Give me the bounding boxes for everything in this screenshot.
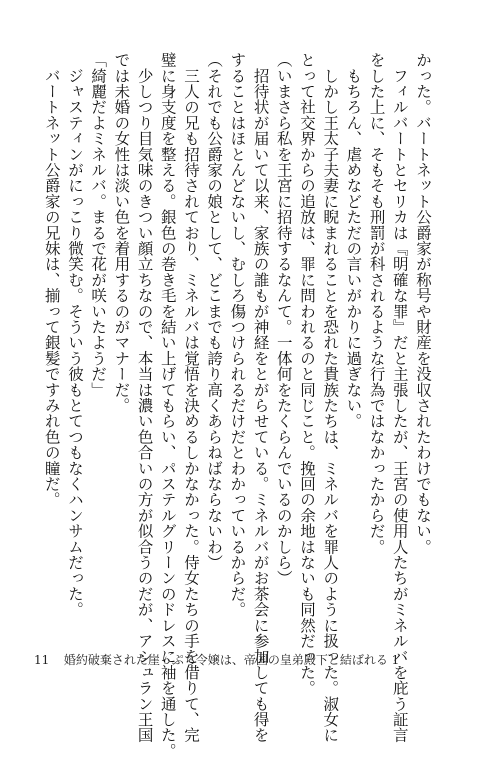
text-line: 三人の兄も招待されており、ミネルバは覚悟を決めるしかなかった。侍女たちの手を借りて、完 [181, 52, 200, 743]
text-line: しかし王太子夫妻に睨まれることを恐れた貴族たちは、ミネルバを罪人のように扱った。淑女に [321, 52, 340, 743]
text-line: （いまさら私を王宮に招待するなんて。一体何をたくらんでいるのかしら） [274, 52, 293, 586]
text-line: フィルバートとセリカは『明確な罪』だと主張したが、王宮の使用人たちがミネルバを庇う証言 [390, 52, 409, 743]
page-footer [34, 651, 399, 668]
text-line: 「綺麗だよミネルバ。まるで花が咲いたようだ」 [89, 52, 108, 398]
book-title: 婚約破棄された崖っぷち令嬢は、帝国の皇弟殿下と結ばれる 1 [63, 653, 400, 667]
text-line: では未婚の女性は淡い色を着用するのがマナーだ。 [112, 52, 131, 414]
text-line: とって社交界からの追放は、罪に問われるのと同じこと。挽回の余地はないも同然だった。 [297, 52, 316, 696]
text-line: もちろん、虐めなどただの言いがかりに過ぎない。 [344, 52, 363, 429]
text-line: をした上に、そもそも刑罰が科されるような行為ではなかったからだ。 [367, 52, 386, 555]
text-line: バートネット公爵家の兄妹は、揃って銀髪ですみれ色の瞳だ。 [42, 52, 61, 508]
text-line: 璧に身支度を整える。銀色の巻き毛を結い上げてもらい、パステルグリーンのドレスに袖を通した。 [158, 52, 177, 759]
text-line: することはほとんどないし、むしろ傷つけられるだけだとわかっているからだ。 [228, 52, 247, 618]
text-line: 少しつり目気味のきつい顔立ちなので、本当は濃い色合いの方が似合うのだが、アシュラン王国 [135, 52, 154, 743]
text-line: （それでも公爵家の娘として、どこまでも誇り高くあらねばならないわ） [205, 52, 224, 571]
text-line: 招待状が届いて以来、家族の誰もが神経をとがらせている。ミネルバがお茶会に参加しても得を [251, 52, 270, 743]
text-line: かった。バートネット公爵家が称号や財産を没収されたわけでもない。 [414, 52, 432, 555]
text-line: ジャスティンがにっこり微笑む。そういう彼もとてつもなくハンサムだった。 [65, 52, 84, 618]
page-number: 11 [34, 653, 50, 667]
